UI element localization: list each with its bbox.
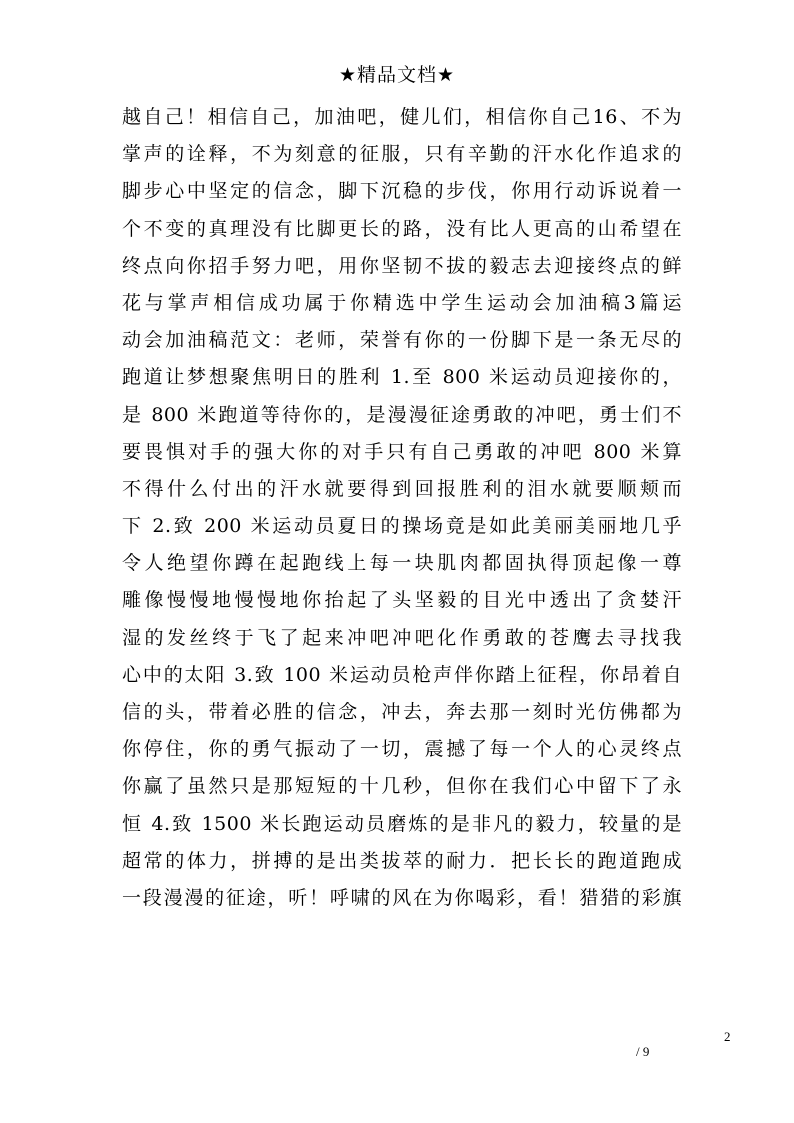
text-line: 花与掌声相信成功属于你精选中学生运动会加油稿3篇运 bbox=[122, 291, 682, 314]
page-total: / 9 bbox=[636, 1044, 650, 1059]
text-line: 终点向你招手努力吧，用你坚韧不拔的毅志去迎接终点的鲜 bbox=[122, 254, 682, 277]
text-line: 令人绝望你蹲在起跑线上每一块肌肉都固执得顶起像一尊 bbox=[122, 552, 682, 575]
text-line: 越自己！相信自己，加油吧，健儿们，相信你自己16、不为 bbox=[122, 106, 682, 128]
document-body bbox=[122, 99, 682, 917]
text-line: 湿的发丝终于飞了起来冲吧冲吧化作勇敢的苍鹰去寻找我 bbox=[122, 626, 682, 649]
text-line: 心中的太阳 3.致 100 米运动员枪声伴你踏上征程，你昂着自 bbox=[122, 663, 682, 686]
text-line: 要畏惧对手的强大你的对手只有自己勇敢的冲吧 800 米算 bbox=[122, 440, 682, 463]
text-line: 是 800 米跑道等待你的，是漫漫征途勇敢的冲吧，勇士们不 bbox=[122, 403, 682, 426]
text-line: 不得什么付出的汗水就要得到回报胜利的泪水就要顺颊而 bbox=[122, 477, 682, 500]
text-line: 信的头，带着必胜的信念，冲去，奔去那一刻时光仿佛都为 bbox=[122, 701, 682, 723]
text-line: 雕像慢慢地慢慢地你抬起了头坚毅的目光中透出了贪婪汗 bbox=[122, 589, 682, 612]
text-line: 你赢了虽然只是那短短的十几秒，但你在我们心中留下了永 bbox=[122, 775, 682, 798]
text-line: 动会加油稿范文：老师，荣誉有你的一份脚下是一条无尽的 bbox=[122, 329, 682, 352]
text-line: 恒 4.致 1500 米长跑运动员磨炼的是非凡的毅力，较量的是 bbox=[122, 812, 682, 835]
text-line: 个不变的真理没有比脚更长的路，没有比人更高的山希望在 bbox=[122, 217, 682, 240]
text-line: 超常的体力，拼搏的是出类拔萃的耐力．把长长的跑道跑成 bbox=[122, 849, 682, 872]
text-line: 一段漫漫的征途，听！呼啸的风在为你喝彩，看！猎猎的彩旗 bbox=[122, 886, 682, 909]
text-line: 下 2.致 200 米运动员夏日的操场竟是如此美丽美丽地几乎 bbox=[122, 515, 682, 538]
page-number: 2 bbox=[724, 1029, 731, 1044]
document-header-title: ★精品文档★ bbox=[338, 64, 456, 86]
text-line: 脚步心中坚定的信念，脚下沉稳的步伐，你用行动诉说着一 bbox=[122, 180, 682, 203]
text-line: 你停住，你的勇气振动了一切，震撼了每一个人的心灵终点 bbox=[122, 738, 682, 761]
text-line: 掌声的诠释，不为刻意的征服，只有辛勤的汗水化作追求的 bbox=[122, 143, 682, 166]
text-line: 跑道让梦想聚焦明日的胜利 1.至 800 米运动员迎接你的， bbox=[122, 366, 682, 389]
